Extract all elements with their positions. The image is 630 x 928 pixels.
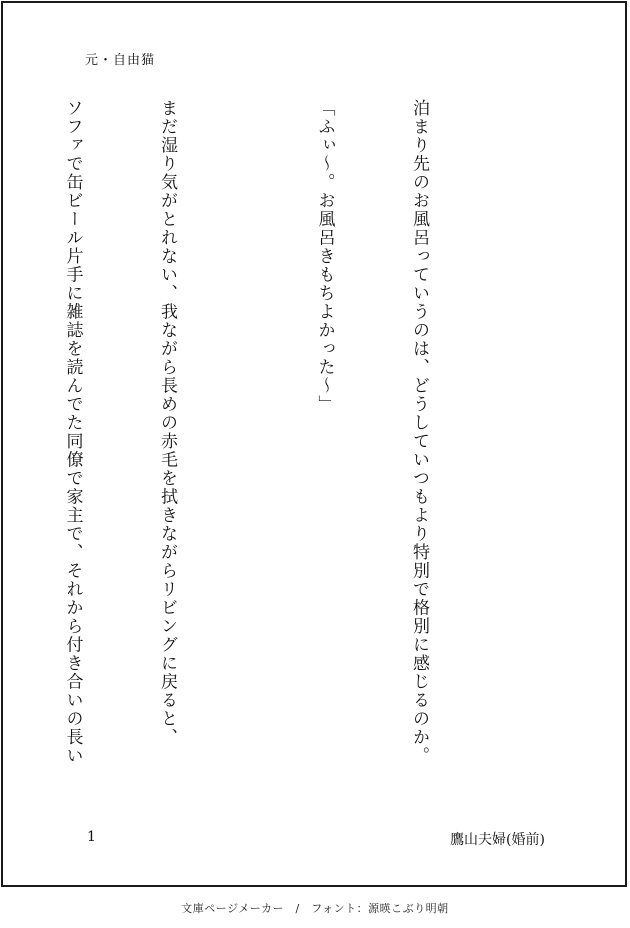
text-line: 泊まり先のお風呂っていうのは、どうしていつもより特別で格別に感じるのか。 [409,99,429,765]
text-line: ソファで缶ビール片手に雑誌を読んでた同僚で家主で、それから付き合いの長い [62,99,83,765]
page-header-title: 元・自由猫 [85,53,156,68]
text-line: まだ湿り気がとれない、我ながら長めの赤毛を拭きながらリビングに戻ると、 [157,99,177,747]
text-line: 「ふぃ〜。お風呂きもちよかった〜」 [314,99,335,414]
page [1,1,627,887]
vertical-body-text [62,99,497,809]
footer-credit: 文庫ページメーカー / フォント：源暎こぶり明朝 [181,902,449,915]
author-name: 鷹山夫婦(婚前) [450,832,545,848]
page-number: 1 [87,829,96,845]
